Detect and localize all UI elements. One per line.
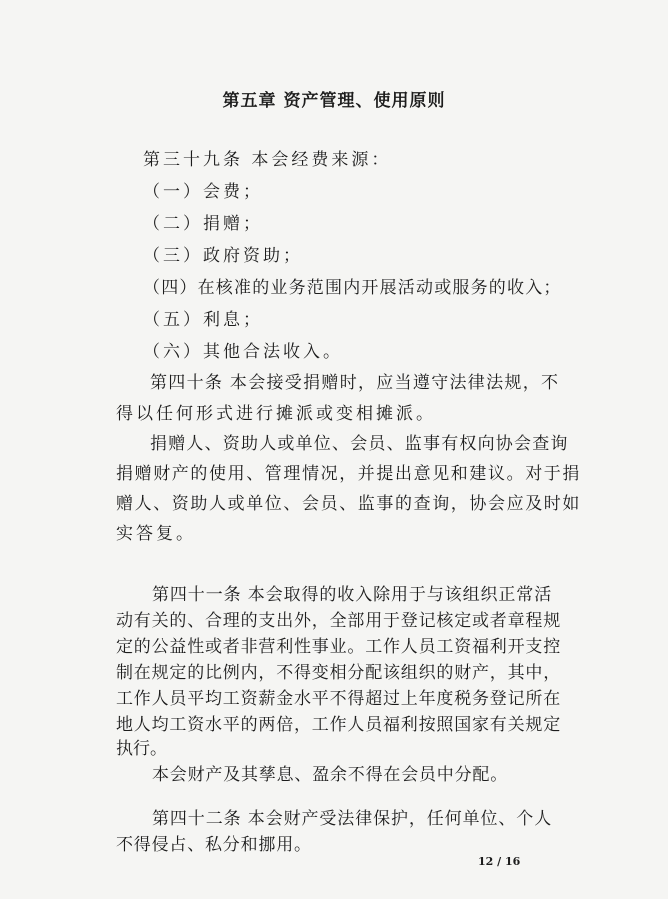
article-41-line-2: 动有关的、合理的支出外，全部用于登记核定或者章程规 [116, 611, 561, 631]
article-40-line-2: 得以任何形式进行摊派或变相摊派。 [116, 404, 436, 424]
article-40-para2-line-3: 赠人、资助人或单位、会员、监事的查询，协会应及时如 [116, 494, 581, 514]
chapter-title: 第五章 资产管理、使用原则 [222, 91, 446, 111]
article-40-para2-line-4: 实答复。 [116, 524, 196, 544]
article-41-line-7: 执行。 [116, 739, 167, 759]
page-number: 12 / 16 [478, 855, 521, 868]
article-39-item-4: （四）在核准的业务范围内开展活动或服务的收入； [143, 278, 562, 298]
article-41-line-5: 工作人员平均工资薪金水平不得超过上年度税务登记所在 [116, 689, 561, 709]
article-40-para2-line-2: 捐赠财产的使用、管理情况，并提出意见和建议。对于捐 [116, 464, 581, 484]
article-42-line-2: 不得侵占、私分和挪用。 [116, 835, 312, 855]
article-39-item-1: （一）会费； [143, 182, 263, 202]
article-42-line-1: 第四十二条 本会财产受法律保护，任何单位、个人 [152, 809, 553, 829]
article-41-line-4: 制在规定的比例内，不得变相分配该组织的财产，其中， [116, 663, 561, 683]
article-41-line-3: 定的公益性或者非营利性事业。工作人员工资福利开支控 [116, 637, 561, 657]
article-39-item-2: （二）捐赠； [143, 214, 263, 234]
article-41-para2: 本会财产及其孳息、盈余不得在会员中分配。 [152, 765, 508, 785]
article-40-line-1: 第四十条 本会接受捐赠时，应当遵守法律法规，不 [150, 373, 560, 393]
article-39-item-3: （三）政府资助； [143, 246, 303, 266]
article-39-item-6: （六）其他合法收入。 [143, 342, 343, 362]
article-39-item-5: （五）利息； [143, 310, 263, 330]
article-41-line-1: 第四十一条 本会取得的收入除用于与该组织正常活 [152, 585, 553, 605]
article-41-line-6: 地人均工资水平的两倍，工作人员福利按照国家有关规定 [116, 715, 561, 735]
article-40-para2-line-1: 捐赠人、资助人或单位、会员、监事有权向协会查询 [150, 434, 569, 454]
article-39-heading: 第三十九条 本会经费来源： [143, 150, 392, 170]
